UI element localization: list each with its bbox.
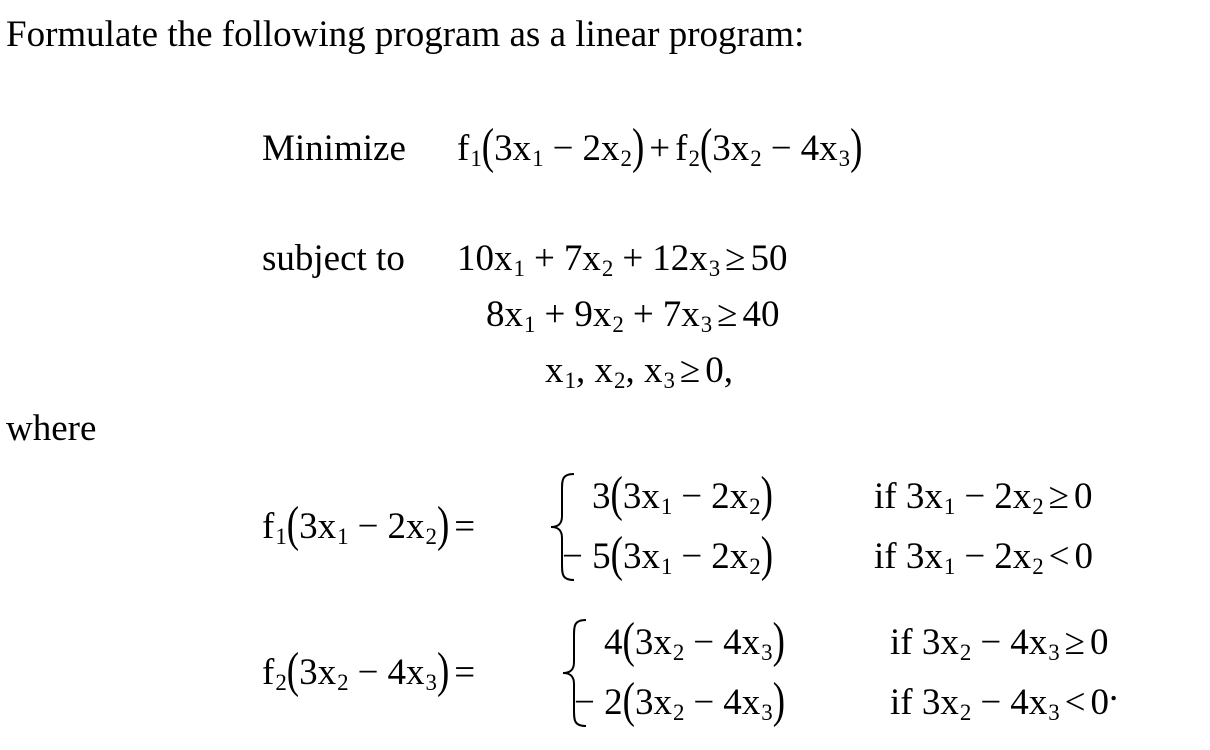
f2-definition-lhs: f2(3x2 − 4x3) = bbox=[262, 643, 476, 699]
problem-statement: Formulate the following program as a linear program: bbox=[6, 14, 805, 55]
f2-name: f bbox=[675, 128, 688, 169]
where-label: where bbox=[6, 408, 97, 449]
f1-index: 1 bbox=[470, 146, 482, 172]
f2-index: 2 bbox=[688, 146, 700, 172]
f2-case-1-expr: 4(3x2 − 4x3) bbox=[604, 613, 785, 669]
f2-case-2-expr: − 2(3x2 − 4x3) bbox=[574, 673, 786, 729]
constraint-row-2: 8x1 + 9x2 + 7x3 ≥ 40 bbox=[486, 294, 780, 338]
nonnegativity-constraint: x1, x2, x3 ≥ 0, bbox=[545, 350, 733, 394]
trailing-period: . bbox=[1109, 668, 1119, 709]
plus-sign: + bbox=[649, 128, 671, 169]
f2-case-1-condition: if 3x2 − 4x3 ≥ 0 bbox=[890, 622, 1109, 666]
f1-name: f bbox=[457, 128, 470, 169]
f1-case-2-expr: − 5(3x1 − 2x2) bbox=[562, 527, 774, 583]
f1-case-1-condition: if 3x1 − 2x2 ≥ 0 bbox=[874, 476, 1093, 520]
constraint-row-1: 10x1 + 7x2 + 12x3 ≥ 50 bbox=[457, 238, 788, 282]
f1-case-1-expr: 3(3x1 − 2x2) bbox=[592, 467, 773, 523]
f1-definition-lhs: f1(3x1 − 2x2) = bbox=[262, 497, 476, 553]
subject-to-keyword: subject to bbox=[262, 238, 405, 279]
minimize-keyword: Minimize bbox=[262, 128, 406, 169]
objective-expression: f1(3x1 − 2x2) + f2(3x2 − 4x3) bbox=[457, 119, 863, 175]
f2-case-2-condition: if 3x2 − 4x3 < 0. bbox=[890, 668, 1119, 726]
f1-case-2-condition: if 3x1 − 2x2 < 0 bbox=[874, 536, 1094, 580]
